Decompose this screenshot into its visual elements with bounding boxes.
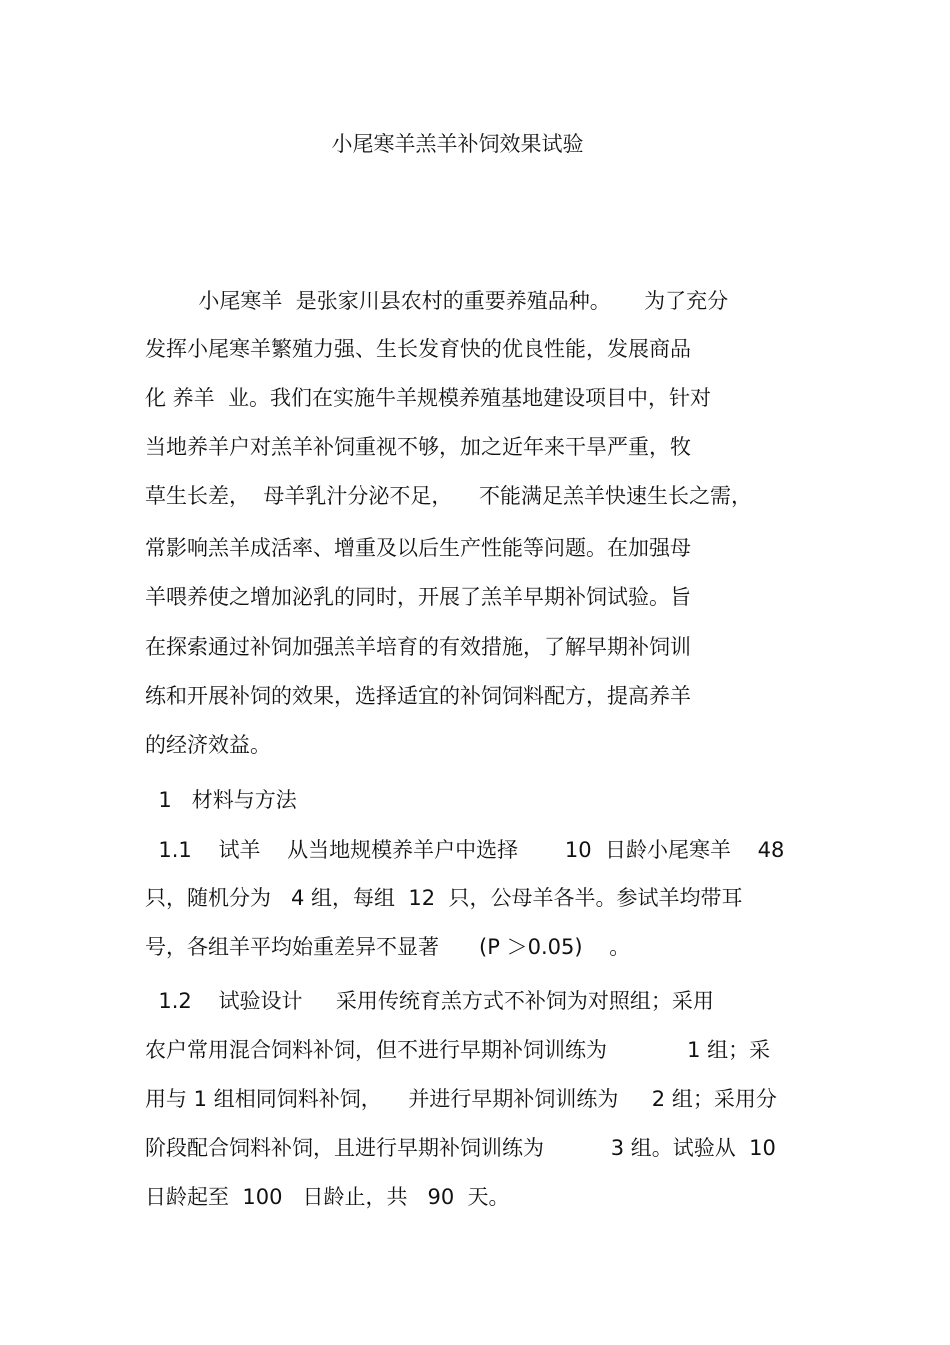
paragraph-line: 发挥小尾寒羊繁殖力强、生长发育快的优良性能，发展商品 xyxy=(145,337,691,361)
paragraph-line: 号，各组羊平均始重差异不显著 (P ＞0.05) 。 xyxy=(145,935,631,959)
paragraph-line: 草生长差， 母羊乳汁分泌不足， 不能满足羔羊快速生长之需， xyxy=(145,484,753,508)
paragraph-line: 农户常用混合饲料补饲，但不进行早期补饲训练为 1 组；采 xyxy=(145,1038,771,1062)
section-heading: 1 材料与方法 xyxy=(145,788,297,812)
paragraph-line: 用与 1 组相同饲料补饲， 并进行早期补饲训练为 2 组；采用分 xyxy=(145,1087,777,1111)
paragraph-line: 1.2 试验设计 采用传统育羔方式不补饲为对照组；采用 xyxy=(145,989,714,1013)
paragraph-line: 只，随机分为 4 组，每组 12 只，公母羊各半。参试羊均带耳 xyxy=(145,886,743,910)
paragraph-line: 小尾寒羊 是张家川县农村的重要养殖品种。 为了充分 xyxy=(145,289,729,313)
document-title: 小尾寒羊羔羊补饲效果试验 xyxy=(331,132,584,156)
paragraph-line: 的经济效益。 xyxy=(145,733,271,757)
paragraph-line: 化 养羊 业。我们在实施牛羊规模养殖基地建设项目中，针对 xyxy=(145,386,712,410)
paragraph-line: 1.1 试羊 从当地规模养羊户中选择 10 日龄小尾寒羊 48 xyxy=(145,838,785,862)
paragraph-line: 日龄起至 100 日龄止，共 90 天。 xyxy=(145,1185,510,1209)
paragraph-line: 当地养羊户对羔羊补饲重视不够，加之近年来干旱严重，牧 xyxy=(145,435,691,459)
paragraph-line: 练和开展补饲的效果，选择适宜的补饲饲料配方，提高养羊 xyxy=(145,684,691,708)
paragraph-line: 在探索通过补饲加强羔羊培育的有效措施，了解早期补饲训 xyxy=(145,635,691,659)
paragraph-line: 羊喂养使之增加泌乳的同时，开展了羔羊早期补饲试验。旨 xyxy=(145,585,691,609)
paragraph-line: 阶段配合饲料补饲，且进行早期补饲训练为 3 组。试验从 10 xyxy=(145,1136,776,1160)
paragraph-line: 常影响羔羊成活率、增重及以后生产性能等问题。在加强母 xyxy=(145,536,691,560)
